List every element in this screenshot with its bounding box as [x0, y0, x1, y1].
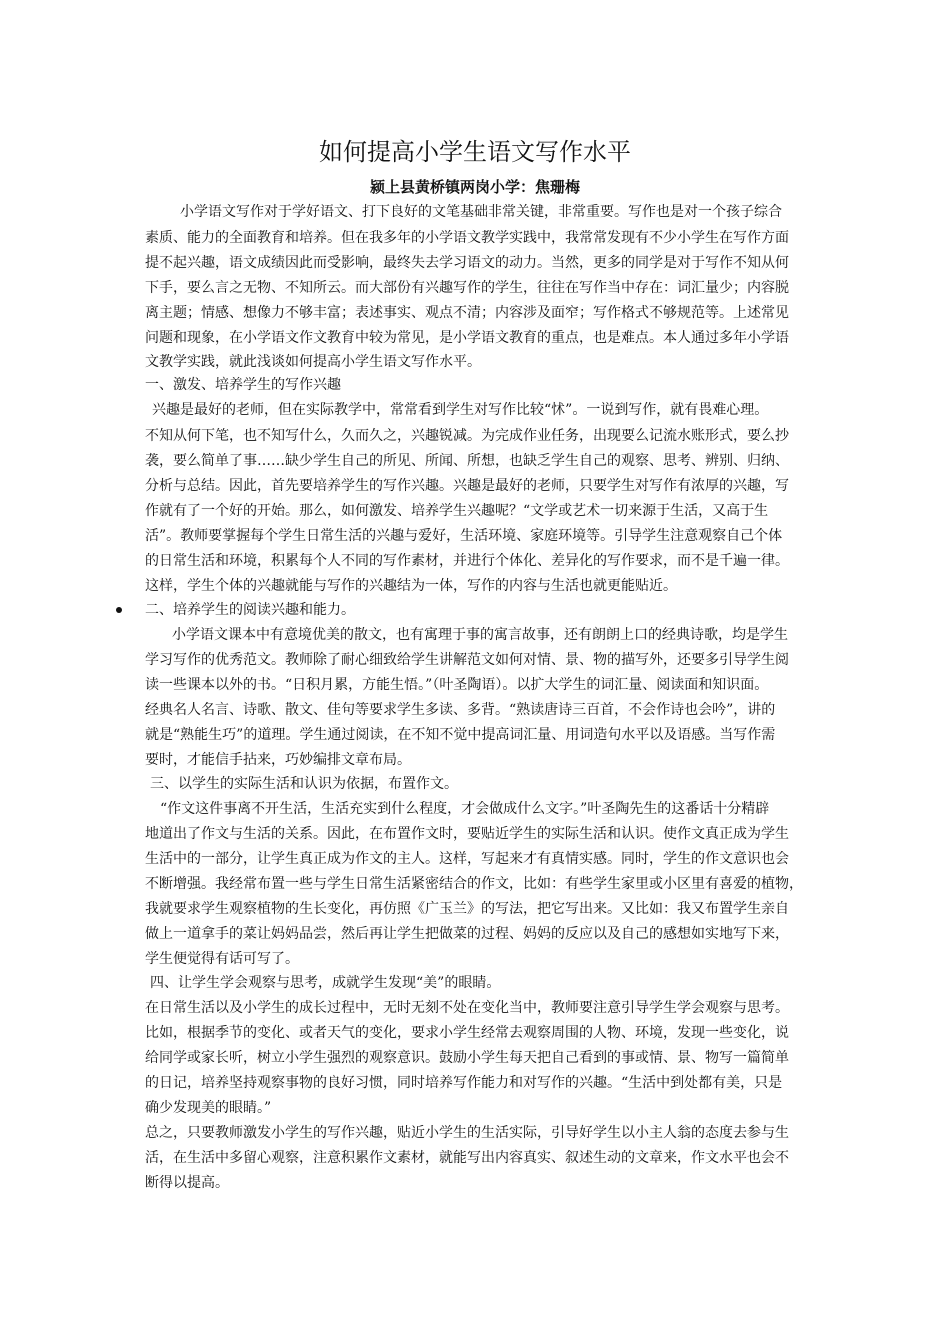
text-line: 兴趣是最好的老师，但在实际教学中，常常看到学生对写作比较“怵”。一说到写作，就有畏难心理。	[152, 402, 769, 418]
author-line: 颍上县黄桥镇两岗小学：焦珊梅	[369, 178, 580, 196]
text-line: 要时，才能信手拈来，巧妙编排文章布局。	[145, 752, 411, 768]
text-line: 断得以提高。	[145, 1175, 229, 1191]
text-line: 生活中的一部分，让学生真正成为作文的主人。这样，写起来才有真情实感。同时，学生的作文意识也会	[145, 851, 789, 867]
text-line: 提不起兴趣，语文成绩因此而受影响，最终失去学习语文的动力。当然，更多的同学是对于写作不知从何	[145, 255, 789, 271]
text-line: “作文这件事离不开生活，生活充实到什么程度，才会做成什么文字。”叶圣陶先生的这番话十分精辟	[160, 801, 770, 817]
section-heading-2: 二、培养学生的阅读兴趣和能力。	[145, 602, 355, 618]
text-line: 活，在生活中多留心观察，注意积累作文素材，就能写出内容真实、叙述生动的文章来，作文水平也会不	[145, 1150, 789, 1166]
text-line: 下手，要么言之无物、不知所云。而大部份有兴趣写作的学生，往往在写作当中存在：词汇量少；内容脱	[145, 280, 789, 296]
text-line: 活”。教师要掌握每个学生日常生活的兴趣与爱好，生活环境、家庭环境等。引导学生注意观察自己个体	[145, 528, 783, 544]
section-heading-3: 三、以学生的实际生活和认识为依据，布置作文。	[150, 776, 458, 792]
bullet-icon	[116, 607, 122, 613]
text-line: 这样，学生个体的兴趣就能与写作的兴趣结为一体，写作的内容与生活也就更能贴近。	[145, 578, 677, 594]
text-line: 总之，只要教师激发小学生的写作兴趣，贴近小学生的生活实际，引导好学生以小主人翁的态度去参与生	[145, 1125, 789, 1141]
text-line: 离主题；情感、想像力不够丰富；表述事实、观点不清；内容涉及面窄；写作格式不够规范等。上述常见	[145, 305, 789, 321]
text-line: 袭，要么简单了事……缺少学生自己的所见、所闻、所想，也缺乏学生自己的观察、思考、辨别、归纳、	[145, 453, 789, 469]
text-line: 文教学实践，就此浅谈如何提高小学生语文写作水平。	[145, 354, 481, 370]
text-line: 不断增强。我经常布置一些与学生日常生活紧密结合的作文，比如：有些学生家里或小区里有喜爱的植物，	[145, 876, 803, 892]
text-line: 学习写作的优秀范文。教师除了耐心细致给学生讲解范文如何对情、景、物的描写外，还要多引导学生阅	[145, 652, 789, 668]
text-line: 地道出了作文与生活的关系。因此，在布置作文时，要贴近学生的实际生活和认识。使作文真正成为学生	[145, 826, 789, 842]
text-line: 不知从何下笔，也不知写什么，久而久之，兴趣锐减。为完成作业任务，出现要么记流水账形式，要么抄	[145, 428, 789, 444]
section-heading-1: 一、激发、培养学生的写作兴趣	[145, 377, 341, 393]
text-line: 分析与总结。因此，首先要培养学生的写作兴趣。兴趣是最好的老师，只要学生对写作有浓厚的兴趣，写	[145, 478, 789, 494]
section-heading-4: 四、让学生学会观察与思考，成就学生发现“美”的眼睛。	[150, 975, 501, 991]
text-line: 作就有了一个好的开始。那么，如何激发、培养学生兴趣呢？“文学或艺术一切来源于生活，又高于生	[145, 503, 769, 519]
text-line: 的日记，培养坚持观察事物的良好习惯，同时培养写作能力和对写作的兴趣。“生活中到处都有美，只是	[145, 1075, 783, 1091]
text-line: 做上一道拿手的菜让妈妈品尝，然后再让学生把做菜的过程、妈妈的反应以及自己的感想如实地写下来，	[145, 926, 789, 942]
text-line: 比如，根据季节的变化、或者天气的变化，要求小学生经常去观察周围的人物、环境，发现一些变化，说	[145, 1025, 789, 1041]
text-line: 在日常生活以及小学生的成长过程中，无时无刻不处在变化当中，教师要注意引导学生学会观察与思考。	[145, 1000, 789, 1016]
text-line: 经典名人名言、诗歌、散文、佳句等要求学生多读、多背。“熟读唐诗三百首，不会作诗也会吟”，讲的	[145, 702, 776, 718]
text-line: 读一些课本以外的书。“日积月累，方能生悟。”（叶圣陶语）。以扩大学生的词汇量、阅读面和知识面。	[145, 677, 769, 693]
text-line: 小学语文课本中有意境优美的散文，也有寓理于事的寓言故事，还有朗朗上口的经典诗歌，均是学生	[172, 627, 788, 643]
text-line: 给同学或家长听，树立小学生强烈的观察意识。鼓励小学生每天把自己看到的事或情、景、物写一篇简单	[145, 1050, 789, 1066]
text-line: 学生便觉得有话可写了。	[145, 951, 299, 967]
text-line: 就是“熟能生巧”的道理。学生通过阅读，在不知不觉中提高词汇量、用词造句水平以及语感。当写作需	[145, 727, 776, 743]
text-line: 确少发现美的眼睛。”	[145, 1100, 272, 1116]
text-line: 素质、能力的全面教育和培养。但在我多年的小学语文教学实践中，我常常发现有不少小学生在写作方面	[145, 230, 789, 246]
text-line: 小学语文写作对于学好语文、打下良好的文笔基础非常关键，非常重要。写作也是对一个孩子综合	[180, 204, 782, 220]
text-line: 问题和现象，在小学语文作文教育中较为常见，是小学语文教育的重点，也是难点。本人通过多年小学语	[145, 330, 789, 346]
document-title: 如何提高小学生语文写作水平	[319, 138, 631, 166]
text-line: 我就要求学生观察植物的生长变化，再仿照《广玉兰》的写法，把它写出来。又比如：我又布置学生亲自	[145, 901, 789, 917]
text-line: 的日常生活和环境，积累每个人不同的写作素材，并进行个体化、差异化的写作要求，而不是千遍一律。	[145, 553, 789, 569]
